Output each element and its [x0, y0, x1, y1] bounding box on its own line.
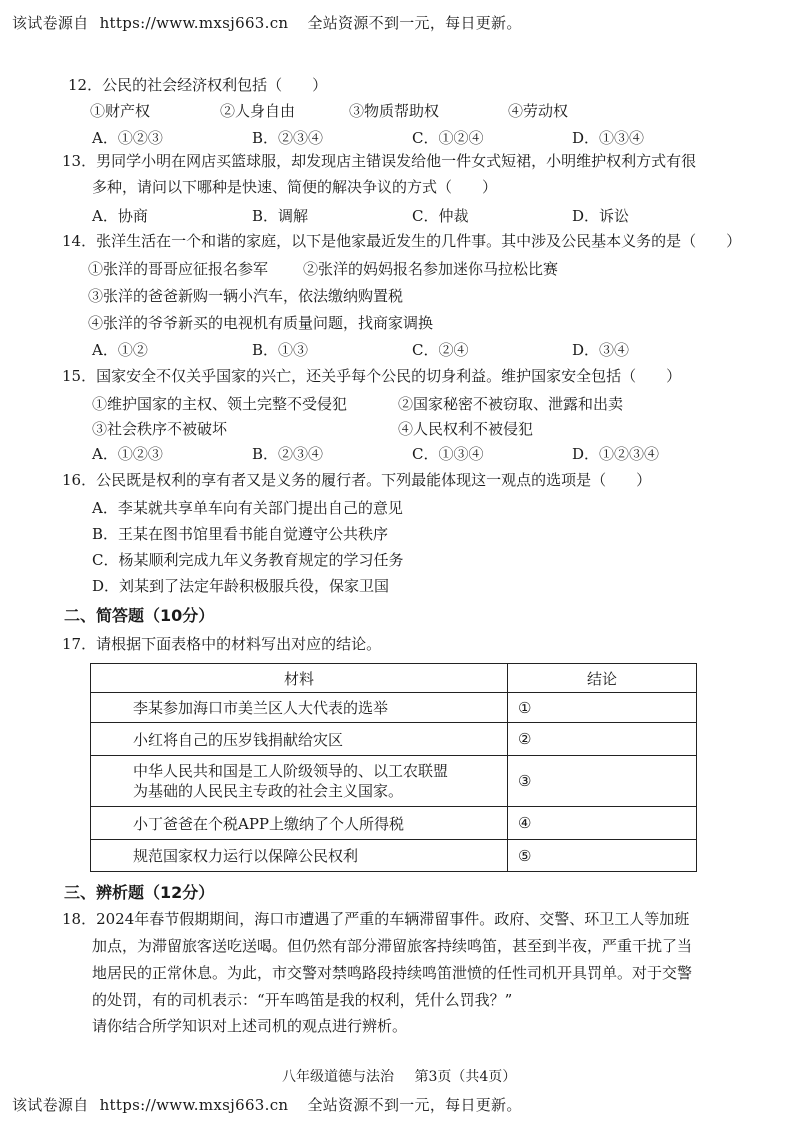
- material-cell: 李某参加海口市美兰区人大代表的选举: [91, 693, 508, 723]
- q18-line-1: 18．2024年春节假期期间，海口市遭遇了严重的车辆滞留事件。政府、交警、环卫工人等加班: [62, 910, 690, 928]
- q13-option-c[interactable]: C．仲裁: [412, 207, 469, 225]
- q18-line-2: 加点，为滞留旅客送吃送喝。但仍然有部分滞留旅客持续鸣笛，甚至到半夜，严重干扰了当: [92, 937, 693, 955]
- q18-line-3: 地居民的正常休息。为此，市交警对禁鸣路段持续鸣笛泄愤的任性司机开具罚单。对于交警: [92, 964, 693, 982]
- watermark-url[interactable]: https://www.mxsj663.cn: [99, 14, 289, 32]
- q14-option-c[interactable]: C．②④: [412, 341, 469, 359]
- q18-line-4: 的处罚，有的司机表示：“开车鸣笛是我的权利，凭什么罚我？”: [92, 991, 513, 1009]
- q14-option-a[interactable]: A．①②: [92, 341, 148, 359]
- q12-item-1: ①财产权: [90, 102, 151, 120]
- q14-item-3: ③张洋的爸爸新购一辆小汽车，依法缴纳购置税: [88, 287, 404, 305]
- material-cell: 小丁爸爸在个税APP上缴纳了个人所得税: [91, 807, 508, 840]
- q15-item-2: ②国家秘密不被窃取、泄露和出卖: [398, 395, 624, 413]
- q15-option-a[interactable]: A．①②③: [92, 445, 163, 463]
- q16-option-a[interactable]: A．李某就共享单车向有关部门提出自己的意见: [92, 499, 403, 517]
- conclusion-cell[interactable]: ⑤: [508, 840, 697, 872]
- q15-option-c[interactable]: C．①③④: [412, 445, 484, 463]
- section-2-heading: 二、简答题（10分）: [64, 606, 215, 625]
- material-line-2: 为基础的人民民主专政的社会主义国家。: [133, 782, 404, 800]
- table-row: [91, 756, 697, 807]
- q15-item-3: ③社会秩序不被破坏: [92, 420, 228, 438]
- q14-stem: 14．张洋生活在一个和谐的家庭，以下是他家最近发生的几件事。其中涉及公民基本义务的是（ ）: [62, 232, 742, 250]
- bottom-watermark: [12, 1094, 522, 1115]
- watermark-url[interactable]: https://www.mxsj663.cn: [99, 1096, 289, 1114]
- table-row: [91, 807, 697, 840]
- q16-option-c[interactable]: C．杨某顺利完成九年义务教育规定的学习任务: [92, 551, 404, 569]
- q16-option-d[interactable]: D．刘某到了法定年龄积极服兵役，保家卫国: [92, 577, 390, 595]
- q17-stem: 17．请根据下面表格中的材料写出对应的结论。: [62, 635, 382, 653]
- header-conclusion: 结论: [508, 664, 697, 693]
- materials-table: [90, 663, 697, 872]
- material-cell: 小红将自己的压岁钱捐献给灾区: [91, 723, 508, 756]
- q14-option-b[interactable]: B．①③: [252, 341, 309, 359]
- q13-option-b[interactable]: B．调解: [252, 207, 309, 225]
- q15-item-4: ④人民权利不被侵犯: [398, 420, 534, 438]
- top-watermark: [12, 12, 522, 33]
- table-row: [91, 693, 697, 723]
- q12-option-b[interactable]: B．②③④: [252, 129, 324, 147]
- q12-item-3: ③物质帮助权: [349, 102, 440, 120]
- watermark-source: 该试卷源自: [12, 14, 89, 32]
- q15-item-1: ①维护国家的主权、领土完整不受侵犯: [92, 395, 348, 413]
- q15-option-b[interactable]: B．②③④: [252, 445, 324, 463]
- q13-stem-line1: 13．男同学小明在网店买篮球服，却发现店主错误发给他一件女式短裙，小明维护权利方式有很: [62, 152, 697, 170]
- watermark-source: 该试卷源自: [12, 1096, 89, 1114]
- material-cell: 规范国家权力运行以保障公民权利: [91, 840, 508, 872]
- table-row: [91, 840, 697, 872]
- q16-option-b[interactable]: B．王某在图书馆里看书能自觉遵守公共秩序: [92, 525, 389, 543]
- footer-subject: 八年级道德与法治: [282, 1069, 394, 1085]
- q12-option-c[interactable]: C．①②④: [412, 129, 484, 147]
- q14-item-4: ④张洋的爷爷新买的电视机有质量问题，找商家调换: [88, 314, 434, 332]
- q12-stem: 12．公民的社会经济权利包括（ ）: [68, 76, 328, 94]
- conclusion-cell[interactable]: ②: [508, 723, 697, 756]
- watermark-note: 全站资源不到一元，每日更新。: [307, 1096, 522, 1114]
- q16-stem: 16．公民既是权利的享有者又是义务的履行者。下列最能体现这一观点的选项是（ ）: [62, 471, 652, 489]
- q12-option-a[interactable]: A．①②③: [92, 129, 163, 147]
- q13-option-a[interactable]: A．协商: [92, 207, 148, 225]
- q14-item-1: ①张洋的哥哥应征报名参军: [88, 260, 269, 278]
- q12-item-4: ④劳动权: [508, 102, 569, 120]
- q15-option-d[interactable]: D．①②③④: [572, 445, 660, 463]
- table-row: [91, 723, 697, 756]
- conclusion-cell[interactable]: ④: [508, 807, 697, 840]
- header-material: 材料: [91, 664, 508, 693]
- q14-option-d[interactable]: D．③④: [572, 341, 630, 359]
- page-footer: [282, 1066, 516, 1086]
- q18-line-5: 请你结合所学知识对上述司机的观点进行辨析。: [92, 1017, 408, 1035]
- q13-option-d[interactable]: D．诉讼: [572, 207, 630, 225]
- table-header-row: [91, 664, 697, 693]
- conclusion-cell[interactable]: ①: [508, 693, 697, 723]
- q15-stem: 15．国家安全不仅关乎国家的兴亡，还关乎每个公民的切身利益。维护国家安全包括（ ）: [62, 367, 682, 385]
- q12-option-d[interactable]: D．①③④: [572, 129, 645, 147]
- q13-stem-line2: 多种，请问以下哪种是快速、简便的解决争议的方式（ ）: [92, 178, 498, 196]
- footer-page-number: 第3页（共4页）: [414, 1069, 517, 1085]
- q14-item-2: ②张洋的妈妈报名参加迷你马拉松比赛: [303, 260, 559, 278]
- q12-item-2: ②人身自由: [220, 102, 296, 120]
- material-line-1: 中华人民共和国是工人阶级领导的、以工农联盟: [133, 762, 449, 780]
- conclusion-cell[interactable]: ③: [508, 756, 697, 807]
- section-3-heading: 三、辨析题（12分）: [64, 883, 215, 902]
- material-cell: [91, 756, 508, 807]
- watermark-note: 全站资源不到一元，每日更新。: [307, 14, 522, 32]
